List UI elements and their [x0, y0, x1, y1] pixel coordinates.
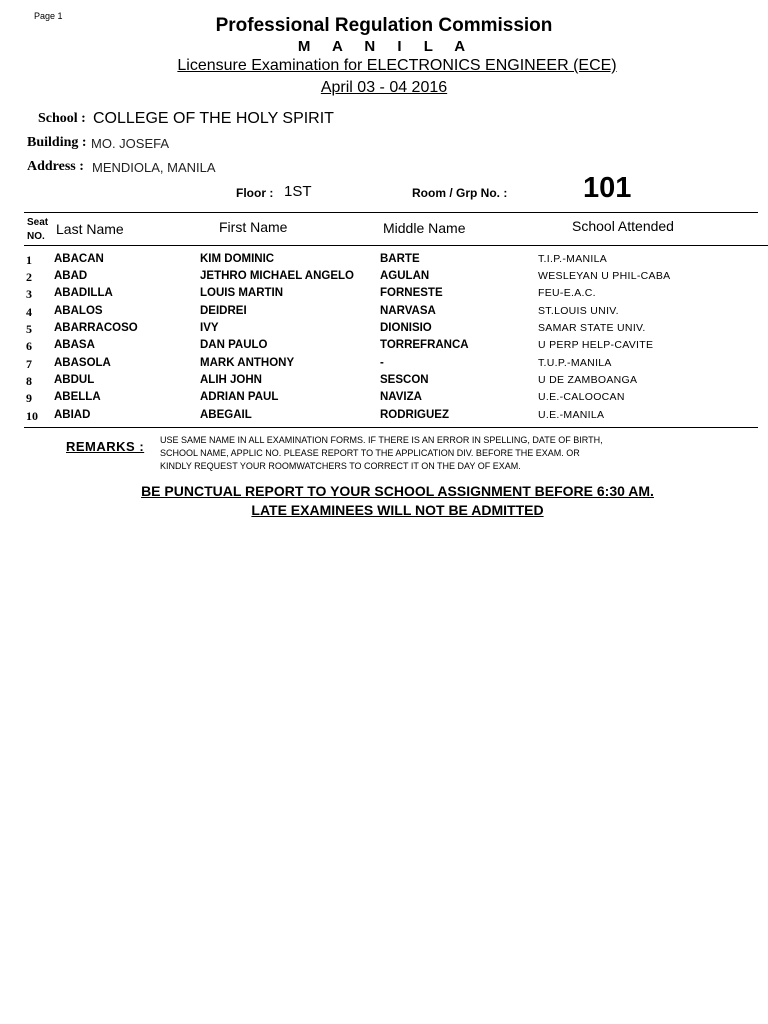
seat-no-header [27, 216, 48, 244]
last-name: ABDUL [54, 374, 95, 386]
table-row [0, 322, 768, 339]
middle-name: AGULAN [380, 270, 430, 282]
seat-header-line2: NO. [27, 231, 45, 242]
first-name: ABEGAIL [200, 409, 252, 421]
organization-title: Professional Regulation Commission [215, 15, 553, 36]
last-name: ABASA [54, 339, 95, 351]
building-label: Building : [27, 135, 87, 150]
seat-header-line1: Seat [27, 217, 49, 228]
room-label: Room / Grp No. : [412, 186, 508, 200]
seat-number: 2 [26, 270, 32, 284]
first-name: ADRIAN PAUL [200, 391, 279, 403]
table-row [0, 374, 768, 391]
exam-title: Licensure Examination for ELECTRONICS ENGINEER (ECE) [177, 57, 617, 74]
table-row [0, 339, 768, 356]
table-top-rule [24, 212, 758, 213]
seat-number: 9 [26, 391, 32, 405]
building-value: MO. JOSEFA [91, 136, 170, 151]
middle-name: NARVASA [380, 305, 436, 317]
floor-value: 1ST [284, 183, 312, 200]
school-attended: U DE ZAMBOANGA [538, 374, 638, 386]
first-name: DAN PAULO [200, 339, 268, 351]
first-name: DEIDREI [200, 305, 247, 317]
late-notice: LATE EXAMINEES WILL NOT BE ADMITTED [251, 502, 544, 518]
school-attended: ST.LOUIS UNIV. [538, 305, 619, 317]
middle-name: BARTE [380, 253, 420, 265]
table-row [0, 287, 768, 304]
last-name: ABIAD [54, 409, 91, 421]
seat-number: 10 [26, 409, 38, 423]
table-bottom-rule [24, 427, 758, 428]
table-row [0, 357, 768, 374]
first-name: JETHRO MICHAEL ANGELO [200, 270, 354, 282]
seat-number: 3 [26, 287, 32, 301]
first-name: LOUIS MARTIN [200, 287, 284, 299]
middle-name: DIONISIO [380, 322, 432, 334]
middle-name: NAVIZA [380, 391, 422, 403]
remarks-line: SCHOOL NAME, APPLIC NO. PLEASE REPORT TO THE APPLICATION DIV. BEFORE THE EXAM. OR [160, 448, 580, 458]
school-value: COLLEGE OF THE HOLY SPIRIT [93, 110, 334, 127]
page-number: Page 1 [34, 11, 63, 21]
seat-number: 4 [26, 305, 32, 319]
table-row [0, 409, 768, 426]
last-name-header: Last Name [56, 221, 124, 237]
remarks-line: KINDLY REQUEST YOUR ROOMWATCHERS TO CORRECT IT ON THE DAY OF EXAM. [160, 461, 521, 471]
table-row [0, 270, 768, 287]
city-title: M A N I L A [297, 38, 475, 55]
school-attended: U.E.-MANILA [538, 409, 605, 421]
remarks-label: REMARKS : [66, 439, 145, 454]
table-row [0, 253, 768, 270]
table-header-rule [24, 245, 768, 246]
school-attended: U PERP HELP-CAVITE [538, 339, 654, 351]
first-name-header: First Name [219, 219, 288, 235]
last-name: ABALOS [54, 305, 103, 317]
table-row [0, 391, 768, 408]
remarks-text [160, 434, 700, 473]
school-attended: U.E.-CALOOCAN [538, 391, 625, 403]
middle-name: TORREFRANCA [380, 339, 469, 351]
punctuality-notice: BE PUNCTUAL REPORT TO YOUR SCHOOL ASSIGNMENT BEFORE 6:30 AM. [141, 483, 654, 499]
exam-date: April 03 - 04 2016 [320, 79, 448, 96]
school-attended-header: School Attended [572, 218, 674, 234]
middle-name: FORNESTE [380, 287, 443, 299]
first-name: ALIH JOHN [200, 374, 262, 386]
table-row [0, 305, 768, 322]
school-label: School : [38, 111, 86, 126]
school-attended: T.U.P.-MANILA [538, 357, 612, 369]
seat-number: 8 [26, 374, 32, 388]
remarks-line: USE SAME NAME IN ALL EXAMINATION FORMS. IF THERE IS AN ERROR IN SPELLING, DATE OF BIRTH, [160, 435, 603, 445]
last-name: ABASOLA [54, 357, 111, 369]
middle-name: RODRIGUEZ [380, 409, 449, 421]
last-name: ABAD [54, 270, 88, 282]
seat-number: 1 [26, 253, 32, 267]
address-label: Address : [27, 159, 84, 174]
address-value: MENDIOLA, MANILA [92, 160, 216, 175]
school-attended: FEU-E.A.C. [538, 287, 596, 299]
first-name: IVY [200, 322, 219, 334]
floor-label: Floor : [236, 186, 274, 200]
last-name: ABACAN [54, 253, 104, 265]
middle-name-header: Middle Name [383, 220, 466, 236]
middle-name: - [380, 357, 384, 369]
middle-name: SESCON [380, 374, 429, 386]
last-name: ABELLA [54, 391, 101, 403]
seat-number: 7 [26, 357, 32, 371]
school-attended: T.I.P.-MANILA [538, 253, 608, 265]
school-attended: WESLEYAN U PHIL-CABA [538, 270, 671, 282]
first-name: MARK ANTHONY [200, 357, 295, 369]
school-attended: SAMAR STATE UNIV. [538, 322, 646, 334]
seat-number: 5 [26, 322, 32, 336]
room-number: 101 [583, 172, 632, 204]
seat-number: 6 [26, 339, 32, 353]
first-name: KIM DOMINIC [200, 253, 275, 265]
last-name: ABARRACOSO [54, 322, 138, 334]
last-name: ABADILLA [54, 287, 113, 299]
